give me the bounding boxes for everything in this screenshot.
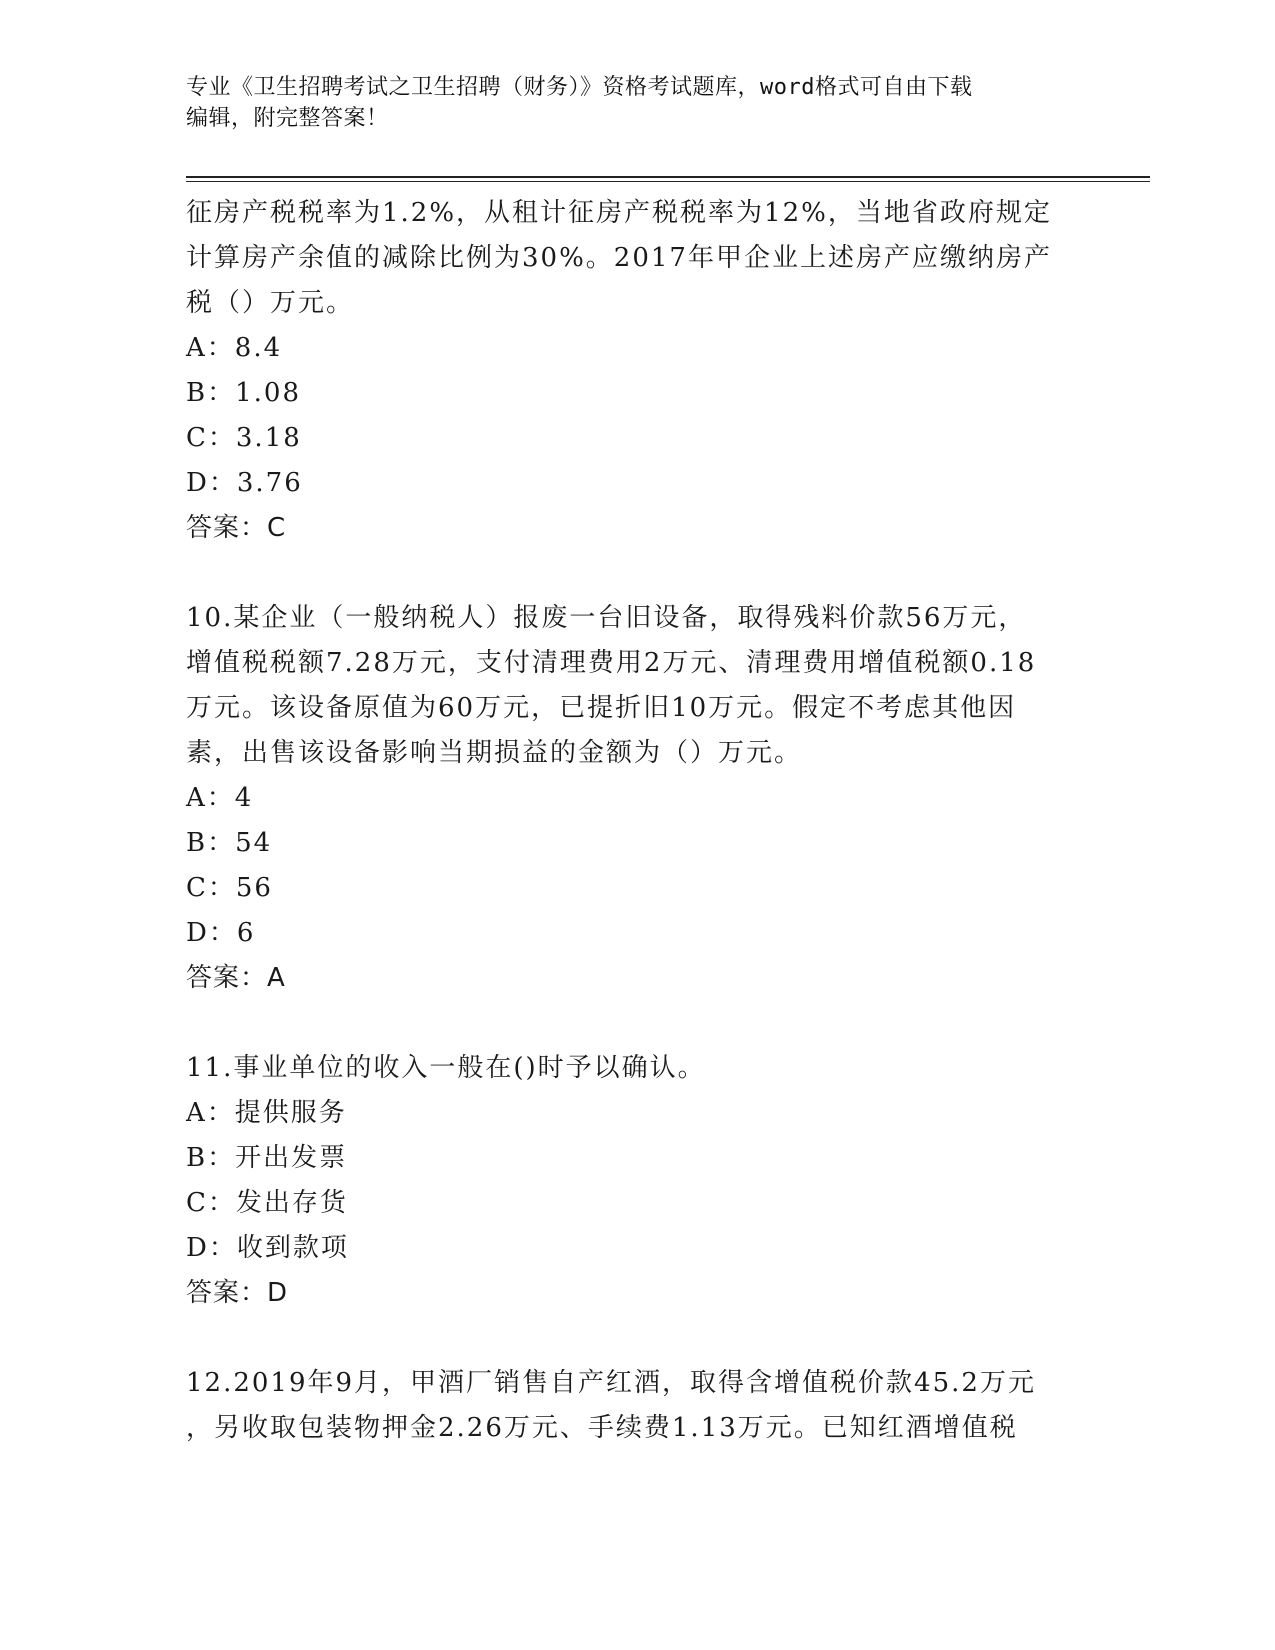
question-12 bbox=[186, 1361, 1106, 1451]
question-9 bbox=[186, 191, 1106, 551]
answer-line: 答案：C bbox=[186, 513, 287, 543]
question-10 bbox=[186, 596, 1106, 1001]
option-d: D：3.76 bbox=[186, 468, 303, 498]
header-line-1: 专业《卫生招聘考试之卫生招聘（财务）》资格考试题库，word格式可自由下载 bbox=[186, 75, 973, 100]
header-line-2: 编辑，附完整答案！ bbox=[186, 106, 389, 131]
question-text-line: 11.事业单位的收入一般在()时予以确认。 bbox=[186, 1053, 706, 1083]
option-a: A：8.4 bbox=[186, 333, 283, 363]
option-c: C：发出存货 bbox=[186, 1188, 348, 1218]
question-text-line: 计算房产余值的减除比例为30%。2017年甲企业上述房产应缴纳房产 bbox=[186, 243, 1052, 273]
option-a: A：4 bbox=[186, 783, 254, 813]
question-text-line: 税（）万元。 bbox=[186, 288, 355, 318]
header-divider-thin bbox=[186, 181, 1150, 182]
option-b: B：开出发票 bbox=[186, 1143, 348, 1173]
answer-line: 答案：D bbox=[186, 1278, 289, 1308]
question-text-line: 万元。该设备原值为60万元，已提折旧10万元。假定不考虑其他因 bbox=[186, 693, 1017, 723]
question-list bbox=[186, 191, 1106, 1451]
option-d: D：收到款项 bbox=[186, 1233, 349, 1263]
question-text-line: 12.2019年9月，甲酒厂销售自产红酒，取得含增值税价款45.2万元 bbox=[186, 1368, 1036, 1398]
question-11 bbox=[186, 1046, 1106, 1316]
answer-line: 答案：A bbox=[186, 963, 286, 993]
option-c: C：3.18 bbox=[186, 423, 302, 453]
option-a: A：提供服务 bbox=[186, 1098, 347, 1128]
question-text-line: 增值税税额7.28万元，支付清理费用2万元、清理费用增值税额0.18 bbox=[186, 648, 1037, 678]
question-text-line: 10.某企业（一般纳税人）报废一台旧设备，取得残料价款56万元， bbox=[186, 603, 1027, 633]
option-d: D：6 bbox=[186, 918, 256, 948]
header-divider-thick bbox=[186, 176, 1150, 178]
document-header bbox=[186, 72, 1086, 134]
question-text-line: 征房产税税率为1.2%，从租计征房产税税率为12%，当地省政府规定 bbox=[186, 198, 1052, 228]
option-b: B：1.08 bbox=[186, 378, 301, 408]
question-text-line: ，另收取包装物押金2.26万元、手续费1.13万元。已知红酒增值税 bbox=[186, 1413, 1018, 1443]
option-b: B：54 bbox=[186, 828, 273, 858]
option-c: C：56 bbox=[186, 873, 273, 903]
question-text-line: 素，出售该设备影响当期损益的金额为（）万元。 bbox=[186, 738, 803, 768]
